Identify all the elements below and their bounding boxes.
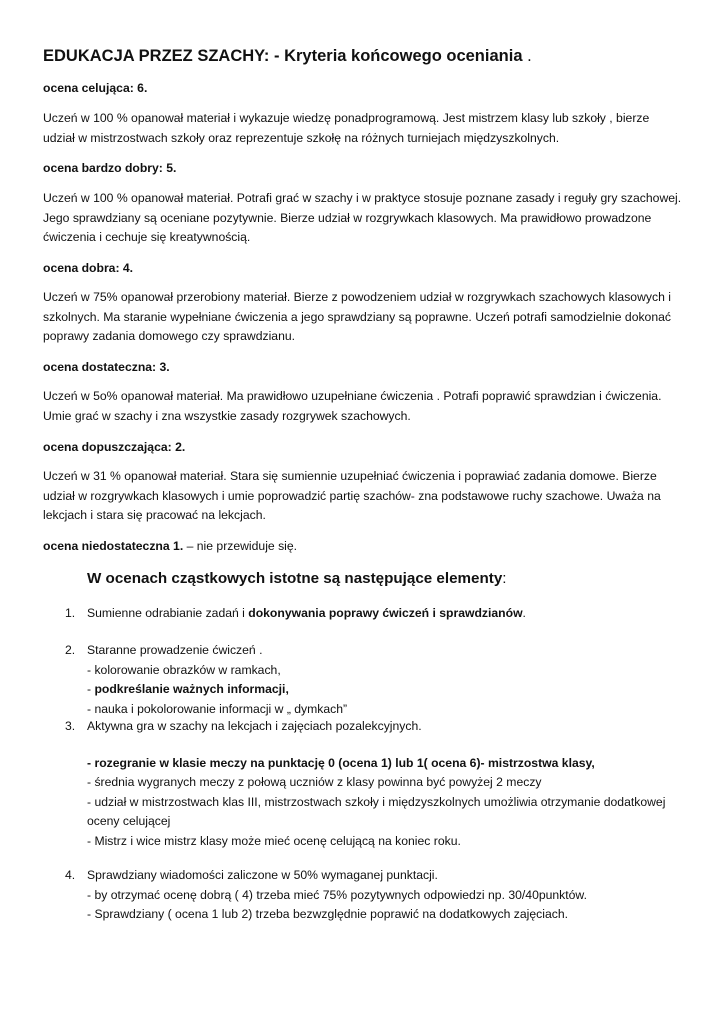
text-line: poprawy zadania domowego czy sprawdzianu. (43, 329, 296, 343)
text-line: - Sprawdziany ( ocena 1 lub 2) trzeba bezwzględnie poprawić na dodatkowych zajęciach. (87, 907, 568, 921)
grade-3-description (43, 387, 693, 426)
list-number: 3. (65, 719, 76, 733)
subheading-text: W ocenach cząstkowych istotne są następujące elementy (87, 570, 503, 587)
text-line: udział w rozgrywkach klasowych i umie poprowadzić partię szachów- zna podstawowe ruchy szachowe. Uważa na (43, 488, 661, 503)
item-1-end: . (522, 606, 526, 620)
text-line: - nauka i pokolorowanie informacji w „ dymkach” (87, 701, 348, 716)
text-line: Uczeń w 100 % opanował materiał. Potrafi grać w szachy i w praktyce stosuje poznane zasady i reguły gry szachowej. (43, 191, 682, 205)
text-line: udział w mistrzostwach szkoły oraz reprezentuje szkołę na różnych turniejach międzyszkolnych. (43, 130, 560, 145)
text-line: - by otrzymać ocenę dobrą ( 4) trzeba mieć 75% pozytywnych odpowiedzi np. 30/40punktów. (87, 887, 587, 902)
grade-4-heading: ocena dobra: 4. (43, 261, 134, 275)
grade-6-description (43, 109, 693, 148)
text-line (87, 754, 703, 774)
list-item-4 (43, 866, 703, 925)
grade-1-line (43, 539, 297, 553)
text-line: szkolnych. Ma staranie wypełniane ćwiczenia a jego sprawdziany są poprawne. Uczeń potrafi samodzielnie dokonać (43, 309, 671, 324)
text-line: Uczeń w 5o% opanował materiał. Ma prawidłowo uzupełniane ćwiczenia . Potrafi poprawić sprawdzian i ćwiczenia. (43, 389, 662, 403)
section-subheading (87, 570, 507, 587)
subheading-colon: : (502, 570, 507, 587)
text-line: Sprawdziany wiadomości zaliczone w 50% wymaganej punktacji. (87, 868, 438, 882)
list-number: 1. (65, 606, 76, 620)
list-item-2 (43, 641, 703, 719)
text-line: Jego sprawdziany są oceniane pozytywnie. Bierze udział w rozgrywkach klasowych. Ma prawidłowo prowadzone (43, 210, 652, 225)
page-title (43, 47, 532, 66)
item-3-bold-text: - rozegranie w klasie meczy na punktację 0 (ocena 1) lub 1( ocena 6)- mistrzostwa klasy, (87, 755, 595, 770)
title-text: EDUKACJA PRZEZ SZACHY: - Kryteria końcowego oceniania (43, 47, 523, 65)
text-line: Uczeń w 31 % opanował materiał. Stara się sumiennie uzupełniać ćwiczenia i poprawiać zadania domowe. Bierze (43, 469, 657, 483)
text-line: Uczeń w 100 % opanował materiał i wykazuje wiedzę ponadprogramową. Jest mistrzem klasy lub szkoły , bierze (43, 111, 650, 125)
text-line (87, 604, 703, 624)
item-1-bold-text: dokonywania poprawy ćwiczeń i sprawdzianów (248, 606, 523, 620)
list-item-3 (43, 717, 703, 851)
text-line: oceny celującej (87, 814, 171, 828)
grade-4-description (43, 288, 693, 347)
list-item-1 (43, 604, 703, 624)
grade-6-heading: ocena celująca: 6. (43, 81, 148, 95)
dash: - (87, 682, 95, 696)
text-line: lekcjach i stara się pracować na lekcjach. (43, 508, 266, 522)
grade-2-description (43, 467, 693, 526)
grade-5-heading: ocena bardzo dobry: 5. (43, 161, 177, 175)
text-line: - udział w mistrzostwach klas III, mistrzostwach szkoły i międzyszkolnych umożliwia otrzymanie dodatkowej (87, 794, 666, 809)
grade-1-text: – nie przewiduje się. (183, 539, 298, 553)
text-line: - kolorowanie obrazków w ramkach, (87, 662, 281, 677)
text-line: ćwiczenia i cechuje się kreatywnością. (43, 230, 251, 244)
text-line: Umie grać w szachy i zna wszystkie zasady rozgrywek szachowych. (43, 408, 411, 423)
grade-1-heading: ocena niedostateczna 1. (43, 539, 184, 553)
text-line: Uczeń w 75% opanował przerobiony materiał. Bierze z powodzeniem udział w rozgrywkach szachowych klasowych i (43, 290, 671, 304)
grade-3-heading: ocena dostateczna: 3. (43, 360, 170, 374)
title-dot: . (527, 47, 532, 65)
text-line: Aktywna gra w szachy na lekcjach i zajęciach pozalekcyjnych. (87, 719, 422, 733)
grade-2-heading: ocena dopuszczająca: 2. (43, 440, 186, 454)
text-line: - Mistrz i wice mistrz klasy może mieć ocenę celującą na koniec roku. (87, 833, 461, 848)
text-line: - średnia wygranych meczy z połową uczniów z klasy powinna być powyżej 2 meczy (87, 775, 542, 789)
list-number: 4. (65, 868, 76, 882)
item-2-bold-text: podkreślanie ważnych informacji, (94, 682, 289, 696)
text-line: Staranne prowadzenie ćwiczeń . (87, 643, 263, 657)
grade-5-description (43, 189, 693, 248)
text-line (87, 680, 703, 700)
list-number: 2. (65, 643, 76, 657)
item-1-text: Sumienne odrabianie zadań i (87, 606, 249, 620)
